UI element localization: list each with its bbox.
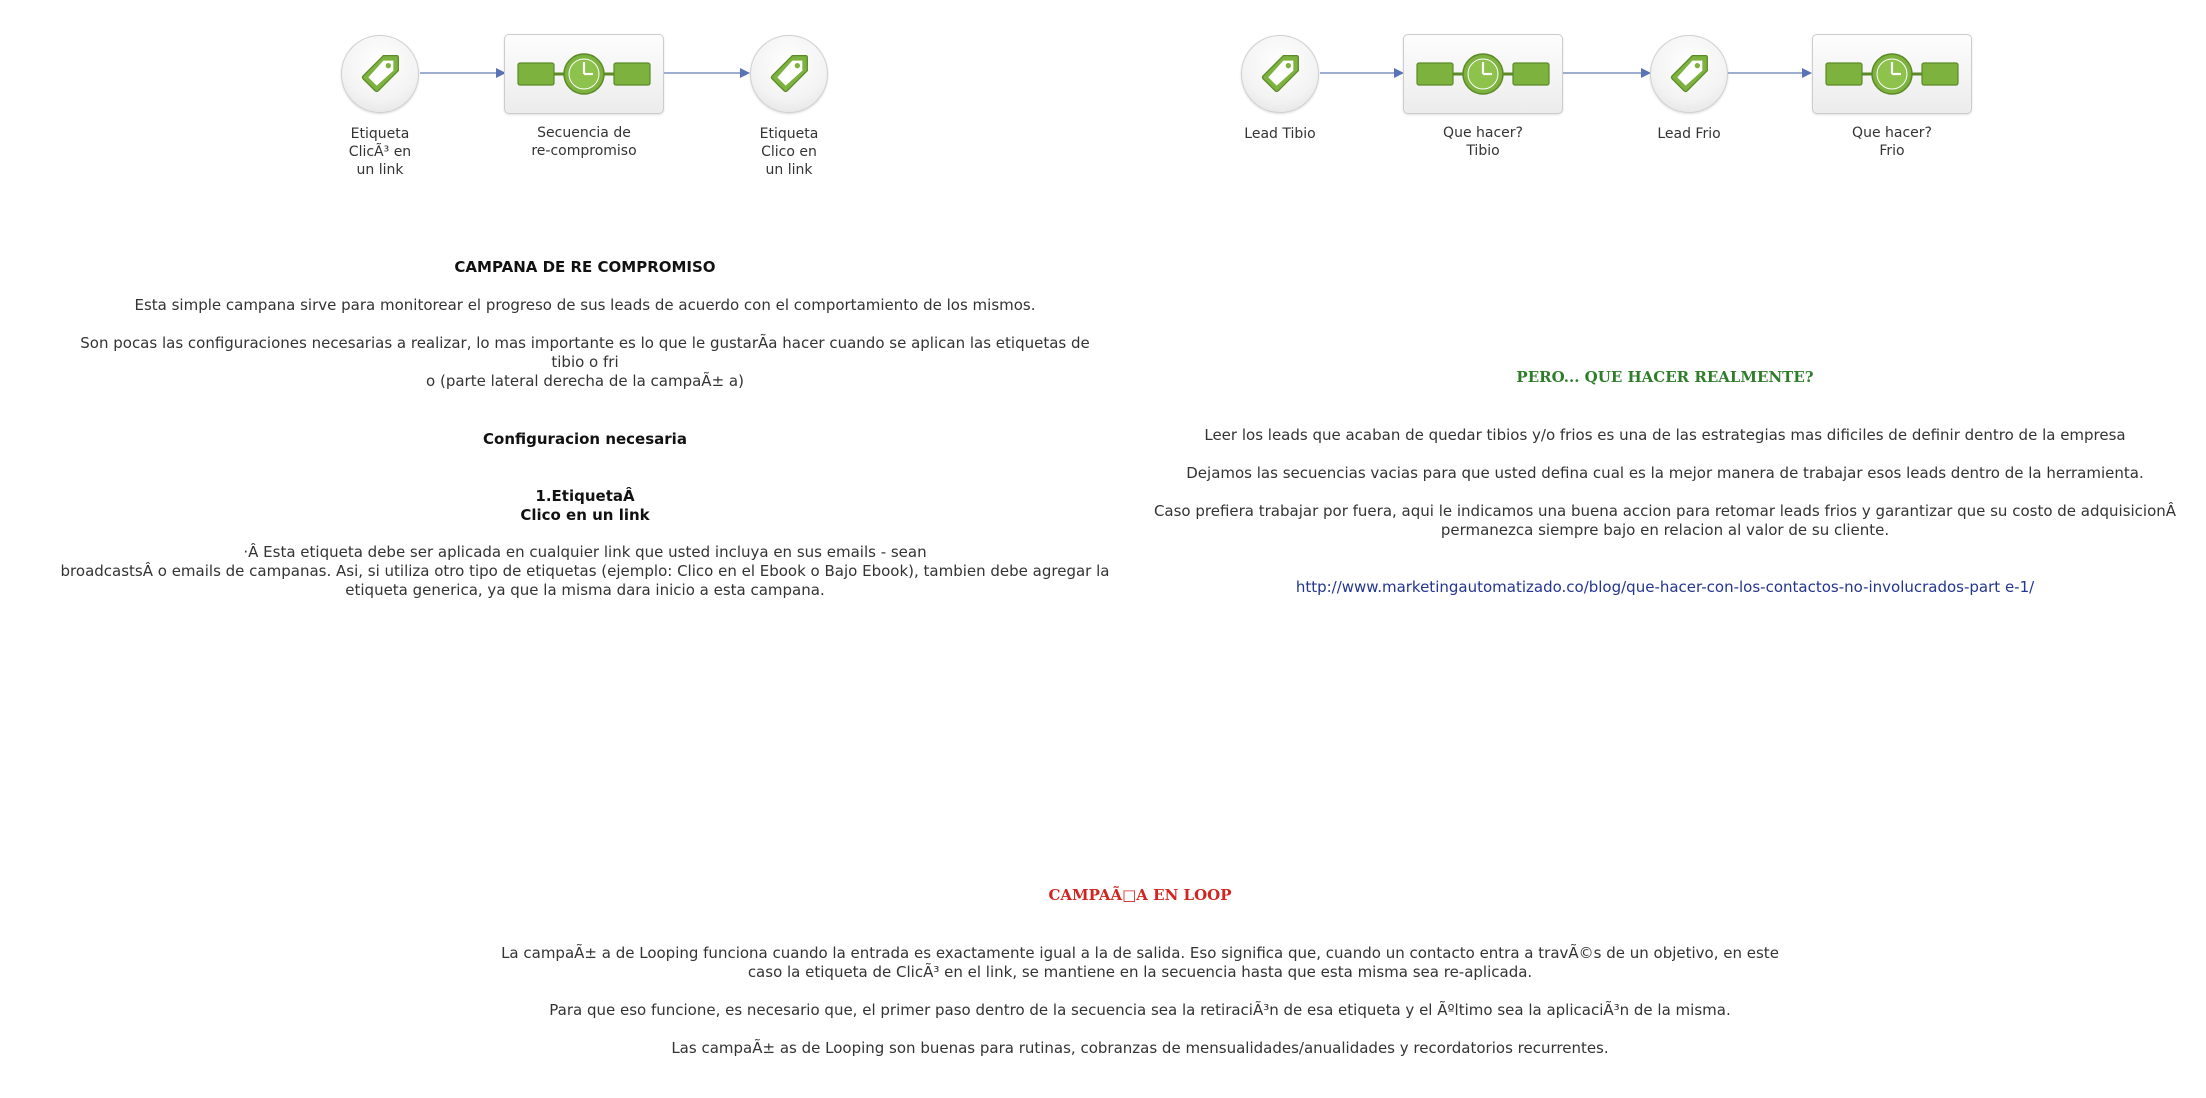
flow-arrow	[1728, 66, 1812, 80]
node-label: Que hacer? Tibio	[1443, 125, 1523, 159]
loop-title: CAMPAÃ□A EN LOOP	[1048, 886, 1232, 904]
config-title: Configuracion necesaria	[483, 430, 687, 448]
tag-icon	[1255, 49, 1305, 99]
node-label: Secuencia de re-compromiso	[531, 125, 637, 159]
node-label: Lead Frio	[1657, 126, 1721, 142]
right-node-lead-frio[interactable]	[1650, 35, 1728, 142]
sequence-clock-icon	[1822, 49, 1962, 99]
left-node-tag-clico-link[interactable]	[750, 35, 828, 178]
flow-arrow	[1563, 66, 1651, 80]
paragraph: Las campaÃ± as de Looping son buenas para rutinas, cobranzas de mensualidades/anualidades y recordatorios recurrentes.	[671, 1039, 1609, 1057]
paragraph: Caso prefiera trabajar por fuera, aqui le indicamos una buena accion para retomar leads frios y garantizar que su costo de adquisicionÂ permanezca siempre bajo en relacion al valor de su cliente.	[1153, 502, 2177, 539]
right-node-lead-tibio[interactable]	[1241, 35, 1319, 142]
node-label: Lead Tibio	[1244, 126, 1316, 142]
node-label: Etiqueta ClicÃ³ en un link	[348, 126, 412, 178]
paragraph: La campaÃ± a de Looping funciona cuando la entrada es exactamente igual a la de salida. Eso significa que, cuando un contacto entra a travÃ©s de un objetivo, en este caso la etiqueta de ClicÃ³ en el link, se mantiene en la secuencia hasta que esta misma sea re-aplicada.	[501, 944, 1779, 981]
paragraph: Para que eso funcione, es necesario que, el primer paso dentro de la secuencia sea la retiraciÃ³n de esa etiqueta y el Ãºltimo sea la aplicaciÃ³n de la misma.	[549, 1001, 1731, 1019]
flow-arrow	[420, 66, 506, 80]
paragraph: ·Â Esta etiqueta debe ser aplicada en cualquier link que usted incluya en sus emails - sean broadcastsÂ o emails de campanas. Asi, si utiliza otro tipo de etiquetas (ejemplo: Clico en el Ebook o Bajo Ebook), tambien debe agregar la etiqueta generica, ya que la misma dara inicio a esta campana.	[60, 543, 1110, 599]
paragraph: Son pocas las configuraciones necesarias a realizar, lo mas importante es lo que le gustarÃa hacer cuando se aplican las etiquetas de tibio o fri o (parte lateral derecha de la campaÃ± a)	[80, 334, 1090, 390]
left-description	[40, 258, 1130, 600]
sequence-clock-icon	[514, 49, 654, 99]
section-title: PERO... QUE HACER REALMENTE?	[1516, 368, 1814, 386]
blog-link[interactable]: http://www.marketingautomatizado.co/blog/que-hacer-con-los-contactos-no-involucrados-part e-1/	[1295, 578, 2035, 596]
tag-icon	[355, 49, 405, 99]
node-label: Que hacer? Frio	[1852, 125, 1932, 159]
left-flow-diagram	[0, 34, 1100, 184]
campaign-title: CAMPANA DE RE COMPROMISO	[454, 258, 716, 276]
right-node-que-hacer-tibio[interactable]	[1403, 34, 1563, 159]
left-node-tag-clicked-link[interactable]	[341, 35, 419, 178]
right-description	[1140, 368, 2190, 597]
right-node-que-hacer-frio[interactable]	[1812, 34, 1972, 159]
tag-icon	[1664, 49, 1714, 99]
paragraph: Leer los leads que acaban de quedar tibios y/o frios es una de las estrategias mas dificiles de definir dentro de la empresa	[1204, 426, 2126, 444]
paragraph: Esta simple campana sirve para monitorear el progreso de sus leads de acuerdo con el comportamiento de los mismos.	[134, 296, 1036, 314]
tag-icon	[764, 49, 814, 99]
flow-arrow	[664, 66, 750, 80]
node-label: Etiqueta Clico en un link	[759, 126, 819, 178]
left-node-sequence-recompromiso[interactable]	[504, 34, 664, 159]
flow-arrow	[1320, 66, 1404, 80]
right-flow-diagram	[1100, 34, 2206, 184]
step-title: 1.EtiquetaÂ Clico en un link	[520, 487, 650, 524]
paragraph: Dejamos las secuencias vacias para que usted defina cual es la mejor manera de trabajar esos leads dentro de la herramienta.	[1186, 464, 2144, 482]
loop-description	[440, 886, 1840, 1058]
sequence-clock-icon	[1413, 49, 1553, 99]
